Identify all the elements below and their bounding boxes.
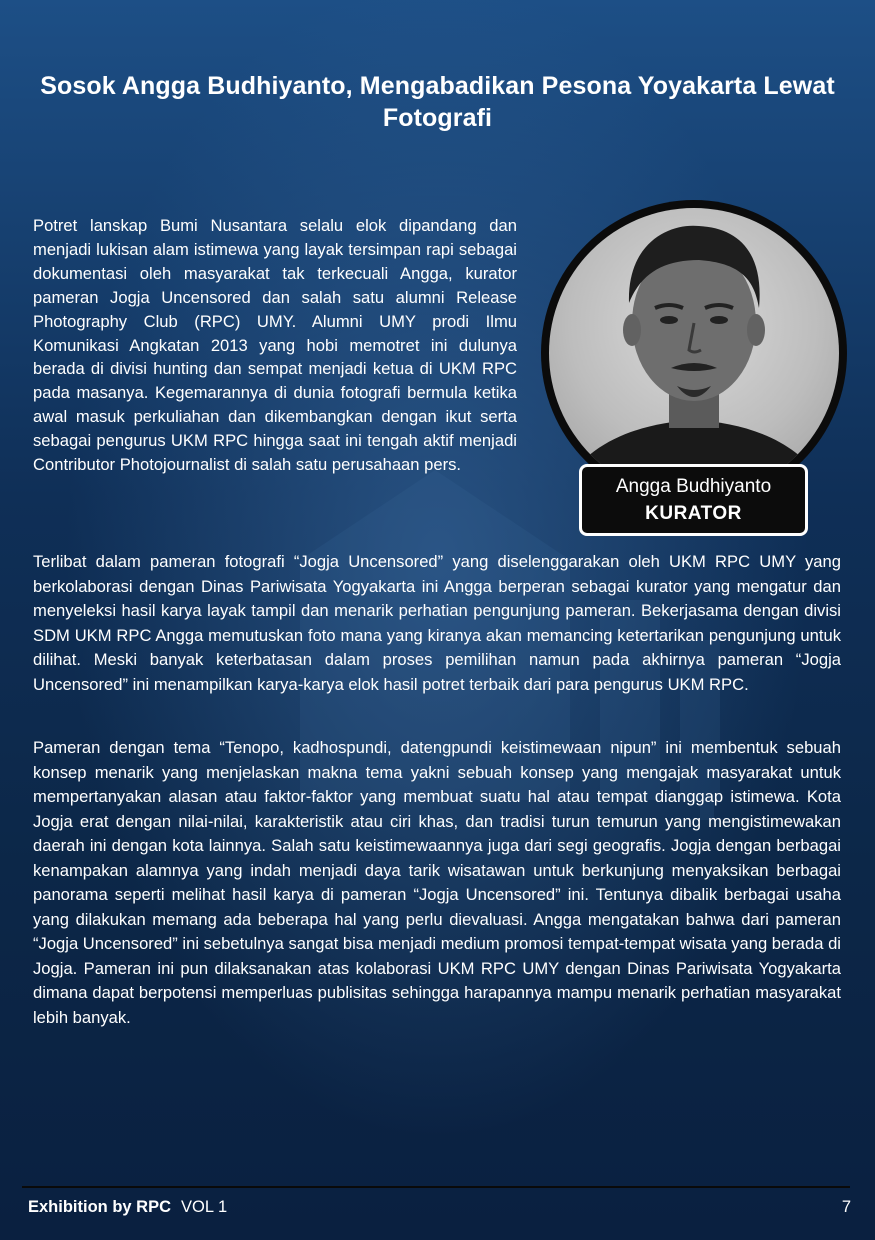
body-paragraph: Pameran dengan tema “Tenopo, kadhospundi, datengpundi keistimewaan nipun” ini membentuk sebuah konsep menarik yang menjelaskan makna tema yakni sebuah konsep yang mengajak masyarakat untuk mempertanyakan alasan atau faktor-faktor yang membuat suatu hal atau tempat dianggap istimewa. Kota Jogja erat dengan nilai-nilai, karakteristik atau ciri khas, dan tradisi turun temurun yang mengistimewakan daerah ini dengan kota lainnya. Salah satu keistimewaannya juga dari segi geografis. Jogja dengan berbagai kenampakan alamnya yang indah menjadi daya tarik wisatawan untuk berkunjung menyaksikan berbagai panorama seperti melihat hasil karya di pameran “Jogja Uncensored” ini. Tentunya dibalik berbagai usaha yang dilakukan memang ada beberapa hal yang perlu dievaluasi. Angga mengatakan bahwa dari pameran “Jogja Uncensored” ini sebetulnya sangat bisa menjadi medium promosi tempat-tempat wisata yang berada di Jogja. Pameran ini pun dilaksanakan atas kolaborasi UKM RPC UMY dengan Dinas Pariwisata Yogyakarta dimana dapat berpotensi memperluas publisitas sehingga harapannya mampu menarik perhatian masyarakat lebih banyak. [33, 738, 841, 1027]
caption-role: KURATOR [645, 503, 742, 524]
portrait-frame [541, 200, 847, 506]
footer-publication [28, 1197, 227, 1217]
footer-volume: VOL 1 [181, 1198, 228, 1216]
footer-brand: Exhibition by RPC [28, 1198, 172, 1216]
footer-divider [22, 1186, 850, 1188]
portrait-caption [579, 464, 808, 536]
portrait-photo [549, 208, 839, 498]
article-title: Sosok Angga Budhiyanto, Mengabadikan Pesona Yoyakarta Lewat Fotografi [40, 72, 835, 132]
intro-paragraph: Potret lanskap Bumi Nusantara selalu elok dipandang dan menjadi lukisan alam istimewa yang layak tersimpan rapi sebagai dokumentasi oleh masyarakat tak terkecuali Angga, kurator pameran Jogja Uncensored dan salah satu alumni Release Photography Club (RPC) UMY. Alumni UMY prodi Ilmu Komunikasi Angkatan 2013 yang hobi memotret ini dulunya berada di divisi hunting dan sempat menjadi ketua di UKM RPC pada masanya. Kegemarannya di dunia fotografi bermula ketika awal masuk perkuliahan dan dikembangkan dengan ikut serta sebagai pengurus UKM RPC hingga saat ini tengah aktif menjadi Contributor Photojournalist di salah satu perusahaan pers. [33, 216, 517, 475]
page-number: 7 [841, 1198, 851, 1216]
body-paragraph: Terlibat dalam pameran fotografi “Jogja Uncensored” yang diselenggarakan oleh UKM RPC UMY yang berkolaborasi dengan Dinas Pariwisata Yogyakarta ini Angga berperan sebagai kurator yang mengatur dan menyeleksi hasil karya layak tampil dan menarik perhatian pengunjung pameran. Bekerjasama dengan divisi SDM UKM RPC Angga memutuskan foto mana yang kiranya akan memancing ketertarikan pengunjung untuk dilihat. Meski banyak keterbatasan dalam proses pemilihan namun pada akhirnya pameran “Jogja Uncensored” ini menampilkan karya-karya elok hasil potret terbaik dari para pengurus UKM RPC. [33, 552, 841, 694]
caption-name: Angga Budhiyanto [615, 476, 772, 497]
